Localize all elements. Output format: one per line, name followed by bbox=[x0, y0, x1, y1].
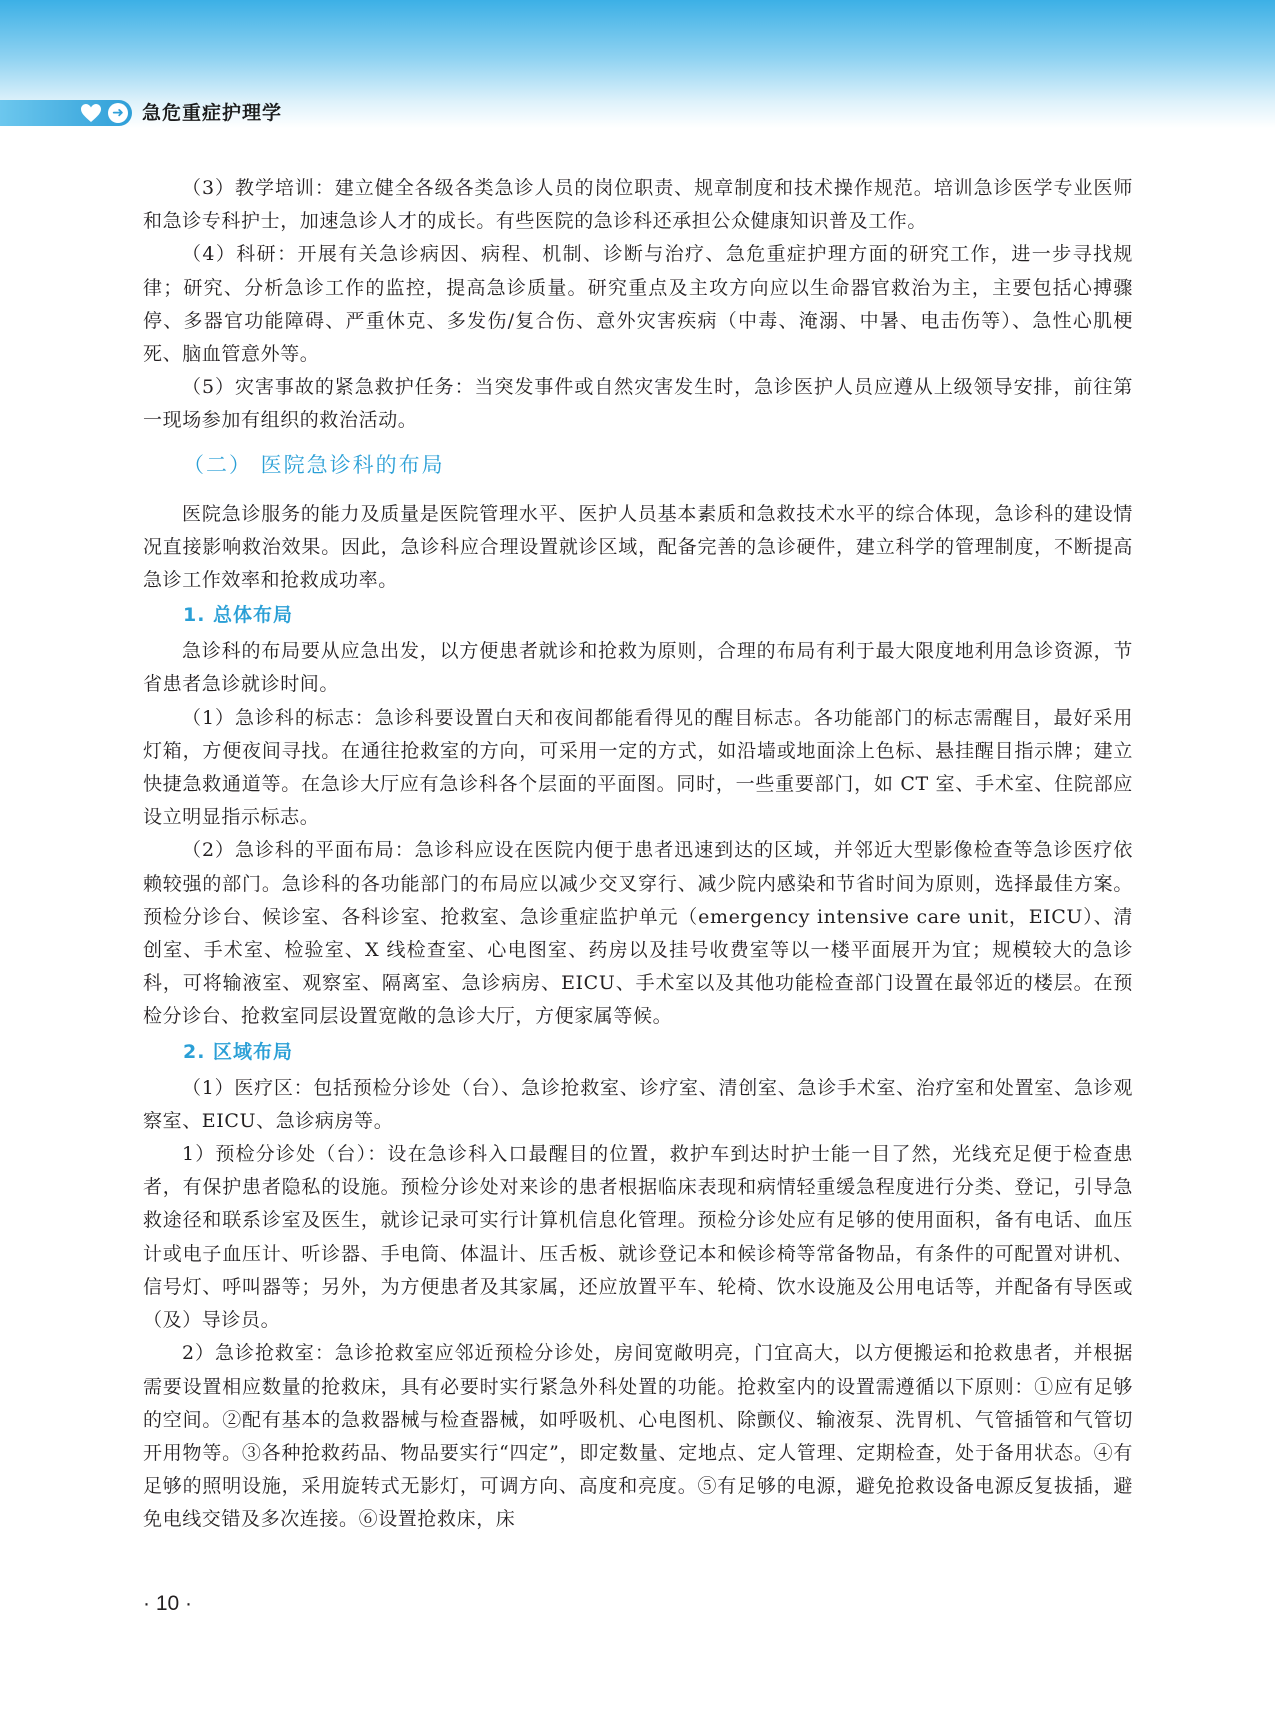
paragraph-signage: （1）急诊科的标志：急诊科要设置白天和夜间都能看得见的醒目标志。各功能部门的标志需醒目，最好采用灯箱，方便夜间寻找。在通往抢救室的方向，可采用一定的方式，如沿墙或地面涂上色标、悬挂醒目指示牌；建立快捷急救通道等。在急诊大厅应有急诊科各个层面的平面图。同时，一些重要部门，如 CT 室、手术室、住院部应设立明显指示标志。 bbox=[143, 706, 1133, 829]
page-number: · 10 · bbox=[143, 1592, 193, 1615]
heart-icon bbox=[80, 103, 102, 123]
subheading-overall-layout: 1. 总体布局 bbox=[183, 604, 294, 627]
paragraph-teaching: （3）教学培训：建立健全各级各类急诊人员的岗位职责、规章制度和技术操作规范。培训急诊医学专业医师和急诊专科护士，加速急诊人才的成长。有些医院的急诊科还承担公众健康知识普及工作。 bbox=[143, 177, 1133, 233]
paragraph-triage: 1）预检分诊处（台）：设在急诊科入口最醒目的位置，救护车到达时护士能一目了然，光线充足便于检查患者，有保护患者隐私的设施。预检分诊处对来诊的患者根据临床表现和病情轻重缓急程度进行分类、登记，引导急救途径和联系诊室及医生，就诊记录可实行计算机信息化管理。预检分诊处应有足够的使用面积，备有电话、血压计或电子血压计、听诊器、手电筒、体温计、压舌板、就诊登记本和候诊椅等常备物品，有条件的可配置对讲机、信号灯、呼叫器等；另外，为方便患者及其家属，还应放置平车、轮椅、饮水设施及公用电话等，并配备有导医或（及）导诊员。 bbox=[143, 1143, 1133, 1332]
paragraph-floor-plan: （2）急诊科的平面布局：急诊科应设在医院内便于患者迅速到达的区域，并邻近大型影像检查等急诊医疗依赖较强的部门。急诊科的各功能部门的布局应以减少交叉穿行、减少院内感染和节省时间为原则，选择最佳方案。预检分诊台、候诊室、各科诊室、抢救室、急诊重症监护单元（emergency intensive care unit，EICU）、清创室、手术室、检验室、X 线检查室、心电图室、药房以及挂号收费室等以一楼平面展开为宜；规模较大的急诊科，可将输液室、观察室、隔离室、急诊病房、EICU、手术室以及其他功能检查部门设置在最邻近的楼层。在预检分诊台、抢救室同层设置宽敞的急诊大厅，方便家属等候。 bbox=[143, 839, 1133, 1028]
page-body bbox=[143, 172, 1133, 1537]
paragraph-medical-area: （1）医疗区：包括预检分诊处（台）、急诊抢救室、诊疗室、清创室、急诊手术室、治疗室和处置室、急诊观察室、EICU、急诊病房等。 bbox=[143, 1076, 1133, 1132]
book-title: 急危重症护理学 bbox=[142, 102, 283, 124]
paragraph-resuscitation-room: 2）急诊抢救室：急诊抢救室应邻近预检分诊处，房间宽敞明亮，门宜高大，以方便搬运和抢救患者，并根据需要设置相应数量的抢救床，具有必要时实行紧急外科处置的功能。抢救室内的设置需遵循以下原则：①应有足够的空间。②配有基本的急救器械与检查器械，如呼吸机、心电图机、除颤仪、输液泵、洗胃机、气管插管和气管切开用物等。③各种抢救药品、物品要实行“四定”，即定数量、定地点、定人管理、定期检查，处于备用状态。④有足够的照明设施，采用旋转式无影灯，可调方向、高度和亮度。⑤有足够的电源，避免抢救设备电源反复拔插，避免电线交错及多次连接。⑥设置抢救床，床 bbox=[143, 1342, 1133, 1531]
arrow-right-icon: ➜ bbox=[108, 103, 128, 123]
paragraph-disaster: （5）灾害事故的紧急救护任务：当突发事件或自然灾害发生时，急诊医护人员应遵从上级领导安排，前往第一现场参加有组织的救治活动。 bbox=[143, 376, 1133, 432]
section-heading: （二） 医院急诊科的布局 bbox=[183, 452, 445, 477]
subheading-area-layout: 2. 区域布局 bbox=[183, 1040, 294, 1063]
paragraph-research: （4）科研：开展有关急诊病因、病程、机制、诊断与治疗、急危重症护理方面的研究工作，进一步寻找规律；研究、分析急诊工作的监控，提高急诊质量。研究重点及主攻方向应以生命器官救治为主，主要包括心搏骤停、多器官功能障碍、严重休克、多发伤/复合伤、意外灾害疾病（中毒、淹溺、中暑、电击伤等）、急性心肌梗死、脑血管意外等。 bbox=[143, 243, 1133, 366]
header-tab bbox=[0, 100, 132, 126]
paragraph-layout-principle: 急诊科的布局要从应急出发，以方便患者就诊和抢救为原则，合理的布局有利于最大限度地利用急诊资源，节省患者急诊就诊时间。 bbox=[143, 640, 1133, 696]
section-intro: 医院急诊服务的能力及质量是医院管理水平、医护人员基本素质和急救技术水平的综合体现，急诊科的建设情况直接影响救治效果。因此，急诊科应合理设置就诊区域，配备完善的急诊硬件，建立科学的管理制度，不断提高急诊工作效率和抢救成功率。 bbox=[143, 502, 1133, 592]
running-header bbox=[0, 100, 1275, 126]
